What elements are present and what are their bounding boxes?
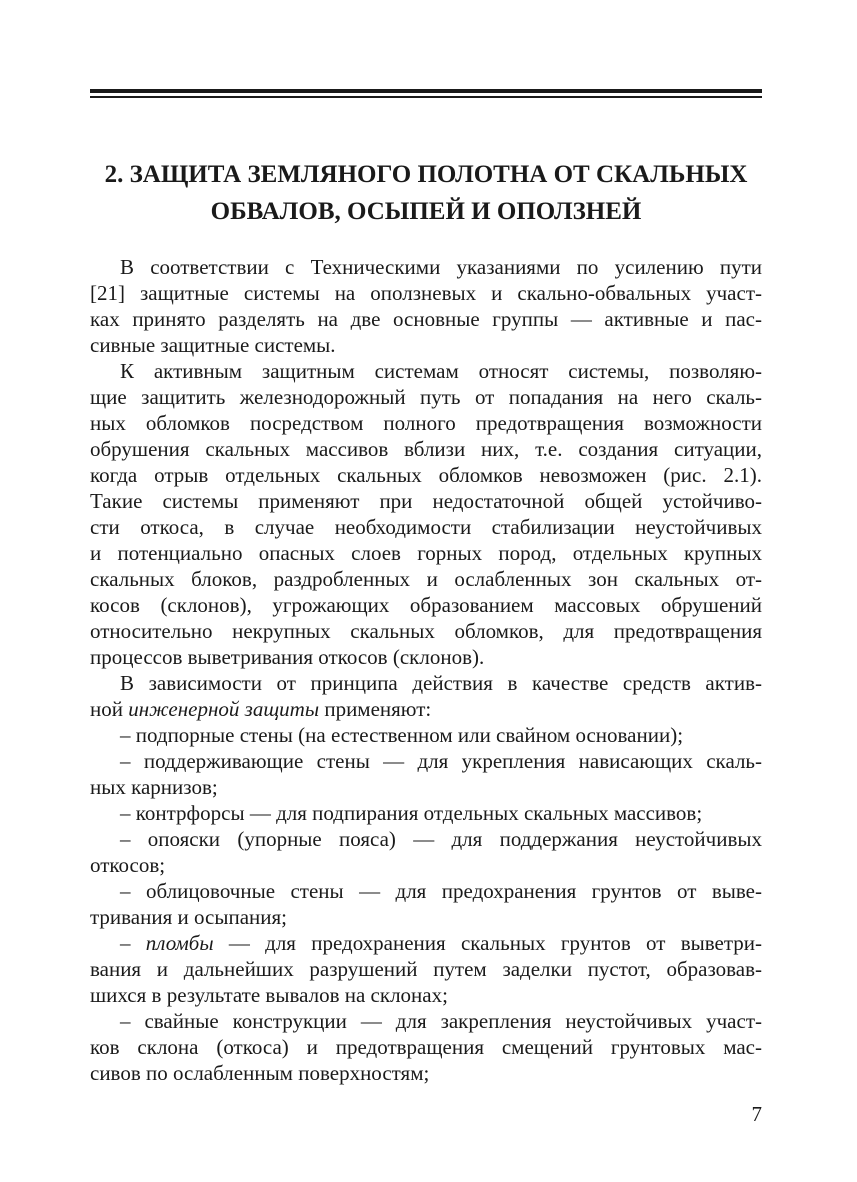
text-line: косов (склонов), угрожающих образованием массовых обрушений <box>90 593 762 617</box>
text-line: [21] защитные системы на оползневых и скально-обвальных участ- <box>90 281 762 305</box>
text-line: Такие системы применяют при недостаточной общей устойчиво- <box>90 489 762 513</box>
text-line: тривания и осыпания; <box>90 905 287 929</box>
text-line: скальных блоков, раздробленных и ослабленных зон скальных от- <box>90 567 762 591</box>
text-line: обрушения скальных массивов вблизи них, т.е. создания ситуации, <box>90 437 762 461</box>
text-line <box>90 930 762 956</box>
text-line: шихся в результате вывалов на склонах; <box>90 983 448 1007</box>
text-line: щие защитить железнодорожный путь от попадания на него скаль- <box>90 385 762 409</box>
italic-term: инженерной защиты <box>128 697 320 721</box>
text-line: сивные защитные системы. <box>90 333 336 357</box>
text-line: процессов выветривания откосов (склонов). <box>90 645 485 669</box>
text-line: ных обломков посредством полного предотвращения возможности <box>90 411 762 435</box>
text-line: – облицовочные стены — для предохранения грунтов от выве- <box>120 879 762 903</box>
text-line <box>90 696 762 722</box>
text-line: сти откоса, в случае необходимости стабилизации неустойчивых <box>90 515 762 539</box>
text-segment: — для предохранения скальных грунтов от выветри- <box>213 931 762 955</box>
body-text <box>90 254 762 1086</box>
text-line: сивов по ослабленным поверхностям; <box>90 1061 430 1085</box>
text-line: – опояски (упорные пояса) — для поддержания неустойчивых <box>120 827 762 851</box>
text-line: – подпорные стены (на естественном или свайном основании); <box>120 723 684 747</box>
text-line: В зависимости от принципа действия в качестве средств актив- <box>120 671 762 695</box>
text-line: относительно некрупных скальных обломков, для предотвращения <box>90 619 762 643</box>
text-line: – контрфорсы — для подпирания отдельных скальных массивов; <box>120 801 703 825</box>
chapter-heading <box>90 156 762 230</box>
text-line: В соответствии с Техническими указаниями по усилению пути <box>120 255 762 279</box>
text-line: и потенциально опасных слоев горных пород, отдельных крупных <box>90 541 762 565</box>
text-line: ках принято разделять на две основные группы — активные и пас- <box>90 307 762 331</box>
text-line: когда отрыв отдельных скальных обломков невозможен (рис. 2.1). <box>90 463 762 487</box>
text-line: – свайные конструкции — для закрепления неустойчивых участ- <box>120 1009 762 1033</box>
page-number: 7 <box>751 1102 762 1126</box>
text-segment: – <box>120 931 146 955</box>
text-line: ных карнизов; <box>90 775 218 799</box>
text-segment: применяют: <box>319 697 432 721</box>
chapter-heading-line-1: 2. ЗАЩИТА ЗЕМЛЯНОГО ПОЛОТНА ОТ СКАЛЬНЫХ <box>104 161 748 188</box>
text-line: ков склона (откоса) и предотвращения смещений грунтовых мас- <box>90 1035 762 1059</box>
text-segment: ной <box>90 697 129 721</box>
text-line: откосов; <box>90 853 166 877</box>
text-line: К активным защитным системам относят системы, позволяю- <box>120 359 762 383</box>
text-line: – поддерживающие стены — для укрепления нависающих скаль- <box>120 749 762 773</box>
italic-term: пломбы <box>145 931 214 955</box>
header-rule-thin <box>90 96 762 98</box>
text-line: вания и дальнейших разрушений путем заделки пустот, образовав- <box>90 957 762 981</box>
header-rule-thick <box>90 89 762 93</box>
chapter-heading-line-2: ОБВАЛОВ, ОСЫПЕЙ И ОПОЛЗНЕЙ <box>210 198 642 225</box>
